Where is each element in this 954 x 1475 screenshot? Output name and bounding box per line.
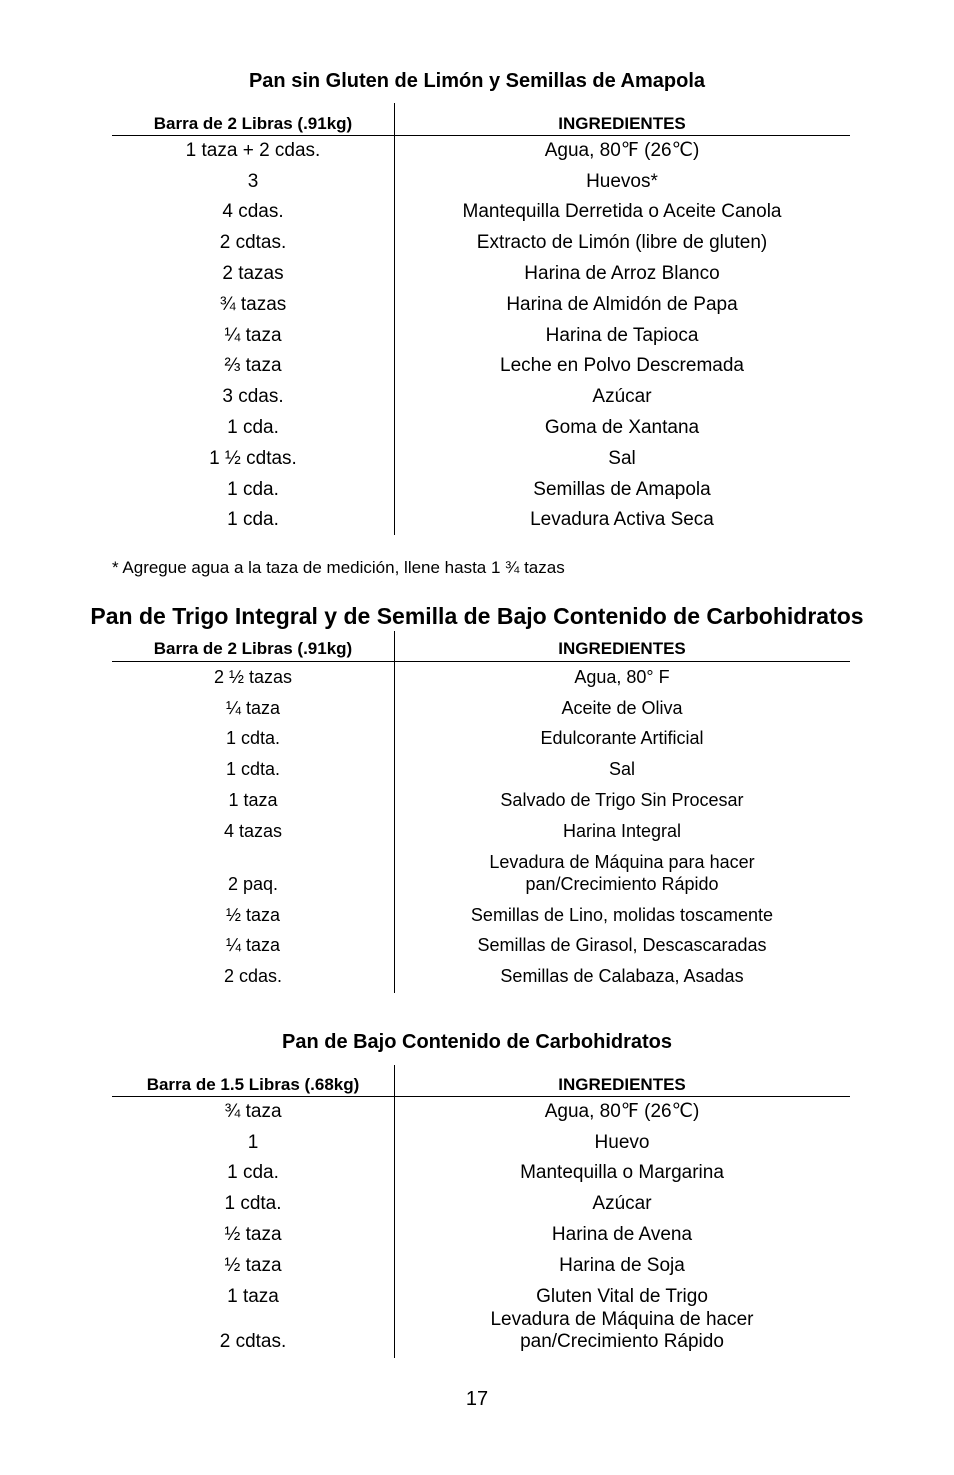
ingredient-cell: Harina de Arroz Blanco [524,262,720,284]
ingredient-cell: Levadura de Máquina para hacer pan/Crecimiento Rápido [489,851,755,894]
table-row [112,1308,850,1357]
ingredient-cell: Edulcorante Artificial [540,728,704,749]
quantity-cell: ⅔ taza [224,355,282,377]
quantity-cell: 1 cdta. [225,728,281,749]
table-row [112,1158,850,1189]
page-number: 17 [465,1388,489,1410]
table-row [112,166,850,197]
table-body [112,135,850,535]
quantity-cell: ½ taza [224,1223,282,1245]
quantity-cell: 1 cda. [227,509,279,531]
ingredient-cell: Mantequilla o Margarina [520,1162,724,1184]
table-row [112,197,850,228]
table-row [112,443,850,474]
ingredient-cell: Harina de Tapioca [545,324,699,346]
quantity-cell: ½ taza [224,1254,282,1276]
ingredient-cell: Leche en Polvo Descremada [500,355,744,377]
quantity-cell: 1 taza + 2 cdas. [185,139,321,161]
table-row [112,930,850,961]
quantity-cell: 2 tazas [222,262,284,284]
quantity-cell: 1 cdta. [225,759,281,780]
quantity-cell: 2 cdtas. [219,232,287,254]
quantity-cell: ¾ tazas [219,293,287,315]
table-row [112,258,850,289]
quantity-cell: 2 cdtas. [219,1330,287,1352]
quantity-cell: 1 cda. [227,478,279,500]
ingredients-header: INGREDIENTES [558,114,686,133]
quantity-cell: 2 cdas. [223,966,283,987]
table-row [112,753,850,784]
quantity-cell: 1 cdta. [224,1193,282,1215]
ingredient-cell: Harina de Soja [559,1254,685,1276]
table-body [112,1096,850,1357]
ingredient-cell: Semillas de Calabaza, Asadas [500,966,744,987]
ingredient-cell: Harina de Avena [551,1223,693,1245]
quantity-cell: 1 taza [227,1285,279,1307]
quantity-cell: 4 cdas. [222,201,284,223]
footnote: * Agregue agua a la taza de medición, llene hasta 1 ¾ tazas [112,558,565,577]
recipe-title: Pan sin Gluten de Limón y Semillas de Amapola [248,70,706,92]
quantity-cell: ¼ taza [224,324,282,346]
ingredient-cell: Agua, 80℉ (26℃) [544,139,700,161]
ingredient-cell: Mantequilla Derretida o Aceite Canola [462,201,782,223]
ingredient-cell: Azúcar [592,1193,652,1215]
table-row [112,661,850,692]
ingredient-cell: Huevos* [586,170,658,192]
quantity-cell: ¼ taza [225,935,281,956]
ingredient-cell: Levadura Activa Seca [530,509,714,531]
quantity-cell: 1 ½ cdtas. [209,447,297,469]
table-header [112,1075,850,1095]
quantity-cell: 1 [247,1131,259,1153]
ingredient-cell: Aceite de Oliva [561,697,683,718]
table-row [112,412,850,443]
quantity-cell: 1 taza [228,789,278,810]
quantity-header: Barra de 2 Libras (.91kg) [153,639,353,658]
quantity-cell: ½ taza [225,904,281,925]
table-row [112,846,850,899]
recipe-title: Pan de Bajo Contenido de Carbohidratos [281,1031,673,1053]
ingredients-header: INGREDIENTES [558,1075,686,1094]
recipe-title: Pan de Trigo Integral y de Semilla de Bajo Contenido de Carbohidratos [90,603,864,629]
ingredient-cell: Agua, 80° F [574,666,670,687]
quantity-cell: 1 cda. [227,416,279,438]
table-row [112,784,850,815]
ingredient-cell: Azúcar [592,386,652,408]
ingredient-cell: Huevo [594,1131,650,1153]
ingredient-cell: Agua, 80℉ (26℃) [544,1100,700,1122]
quantity-cell: 3 cdas. [222,386,284,408]
ingredients-header: INGREDIENTES [558,639,686,658]
ingredient-cell: Semillas de Lino, molidas toscamente [470,904,774,925]
table-row [112,320,850,351]
ingredient-cell: Salvado de Trigo Sin Procesar [500,789,744,810]
table-row [112,227,850,258]
quantity-header: Barra de 2 Libras (.91kg) [153,114,353,133]
quantity-header: Barra de 1.5 Libras (.68kg) [146,1075,360,1094]
table-row [112,899,850,930]
table-row [112,815,850,846]
table-row [112,1096,850,1127]
table-header [112,114,850,134]
quantity-cell: ¼ taza [225,697,281,718]
table-row [112,723,850,754]
ingredient-cell: Sal [608,447,636,469]
table-row [112,1281,850,1312]
quantity-cell: 2 ½ tazas [213,666,293,687]
ingredient-cell: Sal [608,759,635,780]
ingredient-cell: Goma de Xantana [544,416,700,438]
table-row [112,1219,850,1250]
ingredient-cell: Extracto de Limón (libre de gluten) [476,232,768,254]
table-row [112,1188,850,1219]
ingredient-cell: Harina de Almidón de Papa [506,293,738,315]
table-header [112,639,850,659]
table-row [112,474,850,505]
quantity-cell: 2 paq. [227,873,279,894]
table-row [112,135,850,166]
quantity-cell: ¾ taza [224,1100,282,1122]
table-row [112,289,850,320]
table-row [112,351,850,382]
quantity-cell: 3 [247,170,259,192]
table-row [112,1250,850,1281]
ingredient-cell: Gluten Vital de Trigo [536,1285,708,1307]
quantity-cell: 1 cda. [227,1162,279,1184]
ingredient-cell: Harina Integral [562,820,682,841]
table-row [112,960,850,991]
ingredient-cell: Semillas de Amapola [533,478,711,500]
quantity-cell: 4 tazas [223,820,283,841]
table-row [112,692,850,723]
ingredient-cell: Semillas de Girasol, Descascaradas [477,935,767,956]
table-body [112,661,850,991]
table-row [112,1127,850,1158]
ingredient-cell: Levadura de Máquina de hacer pan/Crecimiento Rápido [490,1308,754,1352]
table-row [112,381,850,412]
table-row [112,505,850,536]
